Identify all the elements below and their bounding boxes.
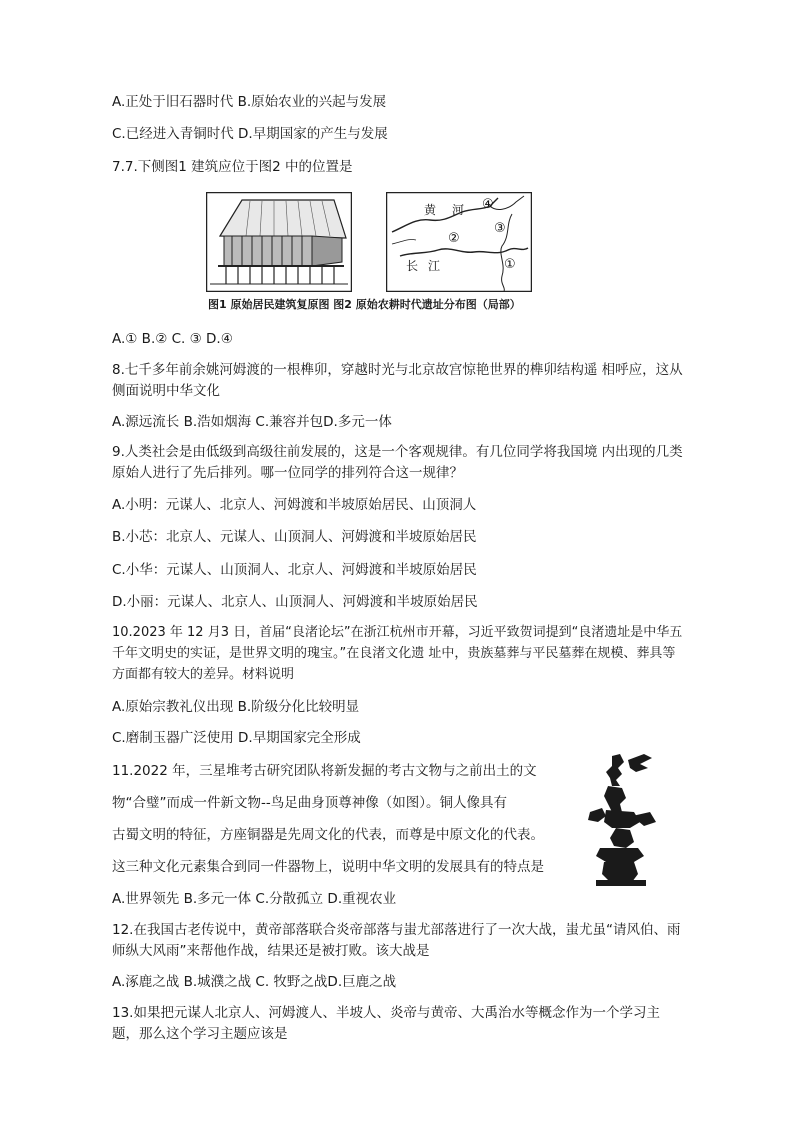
q9-option-d: D.小丽：元谋人、北京人、山顶洞人、河姆渡和半坡原始居民: [112, 594, 478, 610]
q10-options-row1: A.原始宗教礼仪出现 B.阶级分化比较明显: [112, 699, 360, 715]
q7-stem: 7.7.下侧图1 建筑应位于图2 中的位置是: [112, 159, 353, 175]
q11-line2: 物“合璧”而成一件新文物--鸟足曲身顶尊神像（如图）。铜人像具有: [112, 795, 507, 811]
figure-caption: 图1 原始居民建筑复原图 图2 原始农耕时代遗址分布图（局部）: [208, 298, 521, 311]
map-label-jiang: 江: [428, 259, 441, 273]
map-label-he: 河: [452, 203, 465, 217]
q8-options: A.源远流长 B.浩如烟海 C.兼容并包D.多元一体: [112, 414, 392, 430]
map-label-chang: 长: [406, 259, 419, 273]
q10-options-row2: C.磨制玉器广泛使用 D.早期国家完全形成: [112, 730, 361, 746]
q6-options-row1: A.正处于旧石器时代 B.原始农业的兴起与发展: [112, 94, 387, 110]
q11-line1: 11.2022 年，三星堆考古研究团队将新发掘的考古文物与之前出土的文: [112, 763, 537, 779]
q9-stem: 9.人类社会是由低级到高级往前发展的，这是一个客观规律。有几位同学将我国境 内出现的几类原始人进行了先后排列。哪一位同学的排列符合这一规律？: [112, 444, 683, 481]
map-marker-1: ①: [504, 257, 516, 272]
q11-line4: 这三种文化元素集合到同一件器物上，说明中华文明的发展具有的特点是: [112, 859, 544, 875]
q8-stem: 8.七千多年前余姚河姆渡的一根榫卯，穿越时光与北京故宫惊艳世界的榫卯结构遥 相呼应，这从侧面说明中华文化: [112, 362, 683, 399]
bronze-statue-image: [582, 752, 674, 886]
map-label-huang: 黄: [424, 203, 437, 217]
q6-options-row2: C.已经进入青铜时代 D.早期国家的产生与发展: [112, 126, 388, 142]
map-marker-4: ④: [482, 197, 494, 212]
q7-options: A.① B.② C. ③ D.④: [112, 331, 233, 347]
map-marker-2: ②: [448, 231, 460, 246]
q9-option-b: B.小芯：北京人、元谋人、山顶洞人、河姆渡和半坡原始居民: [112, 529, 477, 545]
q10-stem: 10.2023 年 12 月3 日，首届“良渚论坛”在浙江杭州市开幕，习近平致贺词提到“良渚遗址是中华五千年文明史的实证，是世界文明的瑰宝。”在良渚文化遗 址中，贵族墓葬与平民墓葬在规模、葬具等方面都有较大的差异。材料说明: [112, 625, 683, 682]
q11-line3: 古蜀文明的特征，方座铜器是先周文化的代表，而尊是中原文化的代表。: [112, 827, 544, 843]
q12-stem: 12.在我国古老传说中，黄帝部落联合炎帝部落与蚩尤部落进行了一次大战，蚩尤虽“请风伯、雨师纵大风雨”来帮他作战，结果还是被打败。该大战是: [112, 922, 681, 959]
q9-option-a: A.小明：元谋人、北京人、河姆渡和半坡原始居民、山顶洞人: [112, 497, 477, 513]
q9-option-c: C.小华：元谋人、山顶洞人、北京人、河姆渡和半坡原始居民: [112, 562, 477, 578]
figure1-stilt-house: [206, 192, 352, 292]
map-marker-3: ③: [494, 221, 506, 236]
q13-stem: 13.如果把元谋人北京人、河姆渡人、半坡人、炎帝与黄帝、大禹治水等概念作为一个学习主题，那么这个学习主题应该是: [112, 1005, 660, 1042]
q12-options: A.涿鹿之战 B.城濮之战 C. 牧野之战D.巨鹿之战: [112, 974, 397, 990]
figure2-site-map: [386, 192, 532, 292]
q11-options: A.世界领先 B.多元一体 C.分散孤立 D.重视农业: [112, 891, 397, 907]
